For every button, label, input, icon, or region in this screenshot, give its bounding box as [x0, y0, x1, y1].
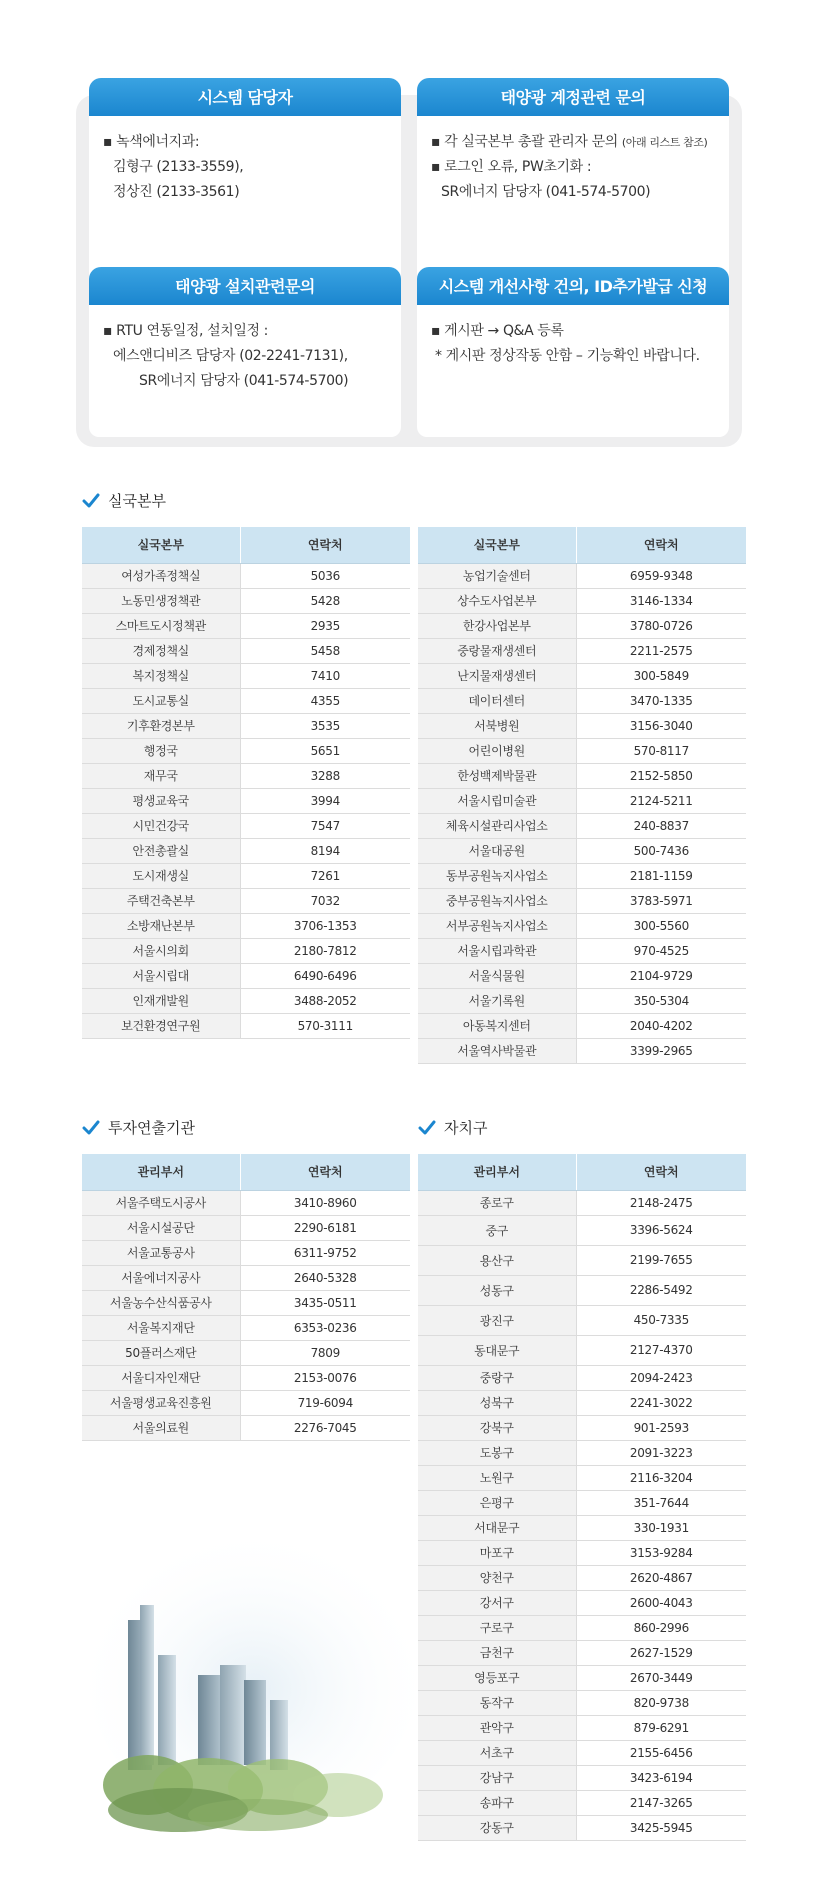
contact-cell: 7032: [240, 888, 410, 913]
table-row: [82, 613, 410, 638]
table-row: [418, 1765, 746, 1790]
card-line: ▪ 각 실국본부 총괄 관리자 문의 (아래 리스트 참조): [431, 134, 708, 150]
contact-cell: 3423-6194: [576, 1765, 746, 1790]
table-row: [418, 1490, 746, 1515]
column-header: 실국본부: [82, 527, 240, 563]
contact-cell: 2670-3449: [576, 1665, 746, 1690]
contact-cell: 2124-5211: [576, 788, 746, 813]
contact-cell: 2211-2575: [576, 638, 746, 663]
card-title: 태양광 설치관련문의: [89, 267, 401, 305]
contact-cell: 5428: [240, 588, 410, 613]
table-row: [418, 1013, 746, 1038]
dept-cell: 강북구: [418, 1415, 576, 1440]
contact-cell: 6959-9348: [576, 563, 746, 588]
contact-cell: 351-7644: [576, 1490, 746, 1515]
contact-cell: 3535: [240, 713, 410, 738]
dept-cell: 중랑물재생센터: [418, 638, 576, 663]
table-row: [418, 713, 746, 738]
dept-cell: 상수도사업본부: [418, 588, 576, 613]
table-row: [418, 863, 746, 888]
card-line: * 게시판 정상작동 안함 – 기능확인 바랍니다.: [435, 348, 700, 364]
card-solar-install: [89, 267, 401, 437]
dept-cell: 강동구: [418, 1815, 576, 1840]
dept-cell: 동작구: [418, 1690, 576, 1715]
dept-cell: 인재개발원: [82, 988, 240, 1013]
dept-cell: 기후환경본부: [82, 713, 240, 738]
table-row: [418, 1815, 746, 1840]
table-row: [418, 963, 746, 988]
dept-cell: 광진구: [418, 1305, 576, 1335]
dept-cell: 농업기술센터: [418, 563, 576, 588]
card-line: SR에너지 담당자 (041-574-5700): [441, 184, 651, 200]
column-header: 연락처: [576, 1154, 746, 1190]
table-row: [418, 1640, 746, 1665]
contact-cell: 2104-9729: [576, 963, 746, 988]
table-row: [82, 863, 410, 888]
contact-cell: 7410: [240, 663, 410, 688]
table-row: [418, 1565, 746, 1590]
contact-cell: 2600-4043: [576, 1590, 746, 1615]
table-row: [418, 1415, 746, 1440]
card-body: [417, 116, 729, 286]
table-row: [82, 588, 410, 613]
table-row: [418, 1465, 746, 1490]
table-row: [82, 938, 410, 963]
table-row: [418, 1515, 746, 1540]
table-row: [418, 613, 746, 638]
contact-cell: 6490-6496: [240, 963, 410, 988]
dept-cell: 구로구: [418, 1615, 576, 1640]
contact-cell: 2181-1159: [576, 863, 746, 888]
contact-cell: 300-5849: [576, 663, 746, 688]
dept-cell: 영등포구: [418, 1665, 576, 1690]
dept-cell: 동대문구: [418, 1335, 576, 1365]
dept-cell: 서부공원녹지사업소: [418, 913, 576, 938]
table-row: [82, 1340, 410, 1365]
contact-cell: 3706-1353: [240, 913, 410, 938]
table-row: [82, 688, 410, 713]
table-row: [418, 1715, 746, 1740]
contact-cell: 2148-2475: [576, 1190, 746, 1215]
dept-cell: 데이터센터: [418, 688, 576, 713]
contact-cell: 2620-4867: [576, 1565, 746, 1590]
table-row: [418, 1790, 746, 1815]
district-table: [418, 1154, 746, 1841]
dept-cell: 서울역사박물관: [418, 1038, 576, 1063]
contact-cell: 879-6291: [576, 1715, 746, 1740]
dept-cell: 평생교육국: [82, 788, 240, 813]
table-row: [418, 788, 746, 813]
contact-cell: 3783-5971: [576, 888, 746, 913]
contact-cell: 820-9738: [576, 1690, 746, 1715]
card-line: 정상진 (2133-3561): [113, 184, 240, 200]
dept-cell: 경제정책실: [82, 638, 240, 663]
hq-right-table: [418, 527, 746, 1064]
dept-cell: 금천구: [418, 1640, 576, 1665]
table-row: [82, 663, 410, 688]
hq-left-table: [82, 527, 410, 1039]
contact-cell: 2286-5492: [576, 1275, 746, 1305]
contact-cell: 7547: [240, 813, 410, 838]
table-row: [82, 638, 410, 663]
table-row: [418, 638, 746, 663]
contact-cell: 3994: [240, 788, 410, 813]
contact-cell: 2180-7812: [240, 938, 410, 963]
dept-cell: 서울식물원: [418, 963, 576, 988]
dept-cell: 서울대공원: [418, 838, 576, 863]
contact-cell: 2152-5850: [576, 763, 746, 788]
contact-cell: 3780-0726: [576, 613, 746, 638]
dept-cell: 서울시의회: [82, 938, 240, 963]
contact-cell: 3156-3040: [576, 713, 746, 738]
table-row: [82, 913, 410, 938]
dept-cell: 서울농수산식품공사: [82, 1290, 240, 1315]
card-title: 태양광 계정관련 문의: [417, 78, 729, 116]
dept-cell: 시민건강국: [82, 813, 240, 838]
table-row: [418, 1540, 746, 1565]
table-row: [418, 988, 746, 1013]
dept-cell: 성동구: [418, 1275, 576, 1305]
contact-cell: 3488-2052: [240, 988, 410, 1013]
table-row: [82, 1013, 410, 1038]
contact-cell: 8194: [240, 838, 410, 863]
table-row: [418, 588, 746, 613]
contact-cell: 3288: [240, 763, 410, 788]
table-row: [418, 688, 746, 713]
check-icon: [418, 1120, 436, 1136]
table-row: [82, 1365, 410, 1390]
invest-table: [82, 1154, 410, 1441]
dept-cell: 재무국: [82, 763, 240, 788]
contact-cell: 2147-3265: [576, 1790, 746, 1815]
dept-cell: 성북구: [418, 1390, 576, 1415]
table-row: [418, 888, 746, 913]
dept-cell: 서울의료원: [82, 1415, 240, 1440]
table-row: [418, 663, 746, 688]
dept-cell: 서울평생교육진흥원: [82, 1390, 240, 1415]
dept-cell: 노원구: [418, 1465, 576, 1490]
dept-cell: 중부공원녹지사업소: [418, 888, 576, 913]
dept-cell: 서울디자인재단: [82, 1365, 240, 1390]
table-row: [418, 1365, 746, 1390]
dept-cell: 은평구: [418, 1490, 576, 1515]
table-row: [82, 563, 410, 588]
dept-cell: 여성가족정책실: [82, 563, 240, 588]
contact-cell: 3435-0511: [240, 1290, 410, 1315]
dept-cell: 서울시설공단: [82, 1215, 240, 1240]
dept-cell: 서울교통공사: [82, 1240, 240, 1265]
table-row: [82, 813, 410, 838]
contact-cell: 2199-7655: [576, 1245, 746, 1275]
table-row: [418, 1335, 746, 1365]
card-line: ▪ 녹색에너지과:: [103, 134, 200, 150]
dept-cell: 종로구: [418, 1190, 576, 1215]
table-row: [82, 788, 410, 813]
table-row: [82, 1190, 410, 1215]
table-row: [418, 1038, 746, 1063]
check-icon: [82, 1120, 100, 1136]
table-row: [418, 1275, 746, 1305]
table-row: [82, 763, 410, 788]
contact-cell: 2127-4370: [576, 1335, 746, 1365]
dept-cell: 체육시설관리사업소: [418, 813, 576, 838]
card-body: [417, 305, 729, 437]
dept-cell: 송파구: [418, 1790, 576, 1815]
dept-cell: 동부공원녹지사업소: [418, 863, 576, 888]
column-header: 실국본부: [418, 527, 576, 563]
contact-cell: 2153-0076: [240, 1365, 410, 1390]
table-row: [82, 1290, 410, 1315]
dept-cell: 서북병원: [418, 713, 576, 738]
dept-cell: 50플러스재단: [82, 1340, 240, 1365]
card-line: SR에너지 담당자 (041-574-5700): [139, 373, 349, 389]
table-row: [418, 1440, 746, 1465]
card-body: [89, 305, 401, 437]
dept-cell: 도봉구: [418, 1440, 576, 1465]
table-row: [82, 1265, 410, 1290]
contact-cell: 2276-7045: [240, 1415, 410, 1440]
card-line: ▪ 게시판 → Q&A 등록: [431, 323, 564, 339]
table-row: [418, 1590, 746, 1615]
contact-cell: 7261: [240, 863, 410, 888]
contact-cell: 6353-0236: [240, 1315, 410, 1340]
table-row: [82, 1315, 410, 1340]
section-title-hq: 실국본부: [82, 490, 166, 511]
dept-cell: 도시재생실: [82, 863, 240, 888]
table-row: [418, 838, 746, 863]
contact-cell: 4355: [240, 688, 410, 713]
dept-cell: 아동복지센터: [418, 1013, 576, 1038]
dept-cell: 소방재난본부: [82, 913, 240, 938]
column-header: 관리부서: [82, 1154, 240, 1190]
dept-cell: 강서구: [418, 1590, 576, 1615]
dept-cell: 보건환경연구원: [82, 1013, 240, 1038]
contact-cell: 6311-9752: [240, 1240, 410, 1265]
contact-cell: 7809: [240, 1340, 410, 1365]
dept-cell: 복지정책실: [82, 663, 240, 688]
contact-cell: 300-5560: [576, 913, 746, 938]
contact-cell: 3470-1335: [576, 688, 746, 713]
table-row: [82, 888, 410, 913]
dept-cell: 마포구: [418, 1540, 576, 1565]
contact-cell: 450-7335: [576, 1305, 746, 1335]
contact-cell: 2290-6181: [240, 1215, 410, 1240]
column-header: 연락처: [240, 1154, 410, 1190]
contact-cell: 2094-2423: [576, 1365, 746, 1390]
table-row: [82, 1215, 410, 1240]
contact-cell: 5651: [240, 738, 410, 763]
contact-cell: 330-1931: [576, 1515, 746, 1540]
table-row: [418, 738, 746, 763]
card-line: ▪ 로그인 오류, PW초기화 :: [431, 159, 592, 175]
table-row: [418, 763, 746, 788]
contact-cell: 2091-3223: [576, 1440, 746, 1465]
table-row: [418, 938, 746, 963]
table-row: [418, 1305, 746, 1335]
contact-cell: 3425-5945: [576, 1815, 746, 1840]
contact-cell: 570-3111: [240, 1013, 410, 1038]
table-row: [418, 1215, 746, 1245]
dept-cell: 중랑구: [418, 1365, 576, 1390]
dept-cell: 행정국: [82, 738, 240, 763]
contact-cell: 3399-2965: [576, 1038, 746, 1063]
dept-cell: 안전총괄실: [82, 838, 240, 863]
contact-cell: 901-2593: [576, 1415, 746, 1440]
column-header: 연락처: [240, 527, 410, 563]
contact-cell: 2155-6456: [576, 1740, 746, 1765]
dept-cell: 서대문구: [418, 1515, 576, 1540]
dept-cell: 서울에너지공사: [82, 1265, 240, 1290]
table-row: [418, 813, 746, 838]
contact-cell: 500-7436: [576, 838, 746, 863]
contact-cell: 2640-5328: [240, 1265, 410, 1290]
dept-cell: 도시교통실: [82, 688, 240, 713]
table-row: [418, 913, 746, 938]
dept-cell: 서울시립대: [82, 963, 240, 988]
dept-cell: 서초구: [418, 1740, 576, 1765]
contact-cell: 5036: [240, 563, 410, 588]
dept-cell: 주택건축본부: [82, 888, 240, 913]
contact-cell: 2935: [240, 613, 410, 638]
dept-cell: 중구: [418, 1215, 576, 1245]
table-row: [82, 963, 410, 988]
contact-cell: 3146-1334: [576, 588, 746, 613]
contact-cell: 3153-9284: [576, 1540, 746, 1565]
table-row: [418, 1740, 746, 1765]
contact-cell: 240-8837: [576, 813, 746, 838]
section-title-invest: 투자연출기관: [82, 1117, 195, 1138]
contact-cell: 2627-1529: [576, 1640, 746, 1665]
table-row: [82, 838, 410, 863]
contact-cell: 719-6094: [240, 1390, 410, 1415]
dept-cell: 한성백제박물관: [418, 763, 576, 788]
card-body: [89, 116, 401, 286]
table-row: [82, 1240, 410, 1265]
contact-cell: 570-8117: [576, 738, 746, 763]
contact-cell: 860-2996: [576, 1615, 746, 1640]
table-row: [418, 1615, 746, 1640]
dept-cell: 서울복지재단: [82, 1315, 240, 1340]
card-system-improve: [417, 267, 729, 437]
card-title: 시스템 담당자: [89, 78, 401, 116]
contact-cell: 2241-3022: [576, 1390, 746, 1415]
card-line: ▪ RTU 연동일정, 설치일정 :: [103, 323, 268, 339]
table-row: [418, 563, 746, 588]
table-row: [82, 988, 410, 1013]
dept-cell: 용산구: [418, 1245, 576, 1275]
table-row: [82, 713, 410, 738]
contact-cell: 970-4525: [576, 938, 746, 963]
card-line: 에스앤디비즈 담당자 (02-2241-7131),: [113, 348, 348, 364]
column-header: 관리부서: [418, 1154, 576, 1190]
contact-cell: 3410-8960: [240, 1190, 410, 1215]
card-system-manager: [89, 78, 401, 286]
dept-cell: 어린이병원: [418, 738, 576, 763]
check-icon: [82, 493, 100, 509]
dept-cell: 한강사업본부: [418, 613, 576, 638]
card-solar-account: [417, 78, 729, 286]
table-row: [82, 1390, 410, 1415]
dept-cell: 서울시립미술관: [418, 788, 576, 813]
table-row: [82, 738, 410, 763]
dept-cell: 관악구: [418, 1715, 576, 1740]
contact-cell: 2040-4202: [576, 1013, 746, 1038]
city-illustration: [88, 1505, 418, 1835]
card-line: 김형구 (2133-3559),: [113, 159, 244, 175]
card-title: 시스템 개선사항 건의, ID추가발급 신청: [417, 267, 729, 305]
contact-cell: 2116-3204: [576, 1465, 746, 1490]
table-row: [418, 1245, 746, 1275]
dept-cell: 양천구: [418, 1565, 576, 1590]
table-row: [418, 1690, 746, 1715]
dept-cell: 난지물재생센터: [418, 663, 576, 688]
dept-cell: 서울주택도시공사: [82, 1190, 240, 1215]
table-row: [418, 1190, 746, 1215]
column-header: 연락처: [576, 527, 746, 563]
dept-cell: 노동민생정책관: [82, 588, 240, 613]
table-row: [82, 1415, 410, 1440]
table-row: [418, 1390, 746, 1415]
contact-cell: 350-5304: [576, 988, 746, 1013]
dept-cell: 서울기록원: [418, 988, 576, 1013]
section-title-district: 자치구: [418, 1117, 487, 1138]
dept-cell: 서울시립과학관: [418, 938, 576, 963]
table-row: [418, 1665, 746, 1690]
contact-cell: 3396-5624: [576, 1215, 746, 1245]
contact-cell: 5458: [240, 638, 410, 663]
dept-cell: 강남구: [418, 1765, 576, 1790]
dept-cell: 스마트도시정책관: [82, 613, 240, 638]
